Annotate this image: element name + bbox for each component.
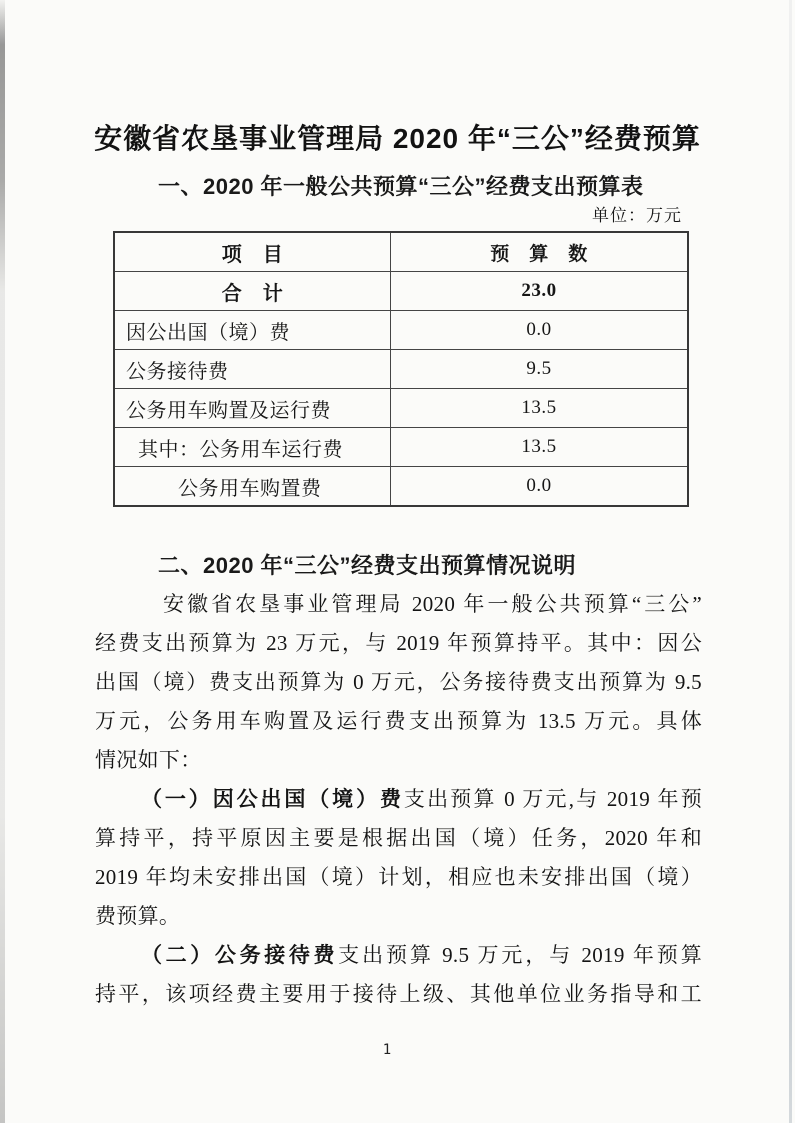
table-cell-label: 因公出国（境）费 — [115, 311, 391, 349]
table-cell-label: 公务接待费 — [115, 350, 391, 388]
body-line: 算持平，持平原因主要是根据出国（境）任务，2020 年和 — [95, 826, 702, 850]
para3-line-rest: 支出预算 9.5 万元，与 2019 年预算 — [338, 943, 702, 967]
body-line: 费预算。 — [95, 904, 181, 928]
body-line: 经费支出预算为 23 万元，与 2019 年预算持平。其中：因公 — [95, 631, 702, 655]
body-line: 情况如下： — [95, 748, 202, 772]
para2-line-rest: 支出预算 0 万元,与 2019 年预 — [403, 787, 702, 811]
body-line — [95, 936, 702, 975]
table-cell-value: 13.5 — [521, 436, 557, 457]
table-cell-label: 其中：公务用车运行费 — [115, 428, 391, 466]
table-cell-label: 公务用车购置及运行费 — [115, 389, 391, 427]
table-header-row — [115, 233, 687, 271]
body-line — [95, 780, 702, 819]
para3-bold-lead: （二）公务接待费 — [141, 943, 339, 967]
scan-edge-left — [0, 0, 5, 1123]
body-line: 出国（境）费支出预算为 0 万元，公务接待费支出预算为 9.5 — [95, 670, 702, 694]
body-line: 万元，公务用车购置及运行费支出预算为 13.5 万元。具体 — [95, 709, 702, 733]
document-title: 安徽省农垦事业管理局 2020 年“三公”经费预算 — [94, 122, 701, 154]
body-line: 持平，该项经费主要用于接待上级、其他单位业务指导和工 — [95, 982, 702, 1006]
table-cell-label: 合 计 — [115, 272, 391, 310]
table-row-reception-fee — [115, 349, 687, 388]
page-number: 1 — [382, 1042, 392, 1058]
table-row-total — [115, 271, 687, 310]
table-header-item: 项 目 — [115, 233, 391, 271]
section2-heading: 二、2020 年“三公”经费支出预算情况说明 — [158, 553, 577, 578]
table-cell-value: 0.0 — [526, 319, 552, 340]
table-cell-value: 23.0 — [521, 280, 557, 301]
table-cell-value: 9.5 — [526, 358, 552, 379]
unit-label: 单位：万元 — [592, 206, 682, 225]
table-row-vehicle-total — [115, 388, 687, 427]
table-cell-value: 0.0 — [526, 475, 552, 496]
scan-edge-right — [789, 0, 792, 1123]
table-cell-label: 公务用车购置费 — [115, 467, 391, 505]
section1-heading: 一、2020 年一般公共预算“三公”经费支出预算表 — [158, 174, 644, 199]
body-line: 安徽省农垦事业管理局 2020 年一般公共预算“三公” — [163, 592, 702, 616]
body-line: 2019 年均未安排出国（境）计划，相应也未安排出国（境） — [95, 865, 702, 889]
body-text — [95, 585, 702, 1014]
table-row-vehicle-operation — [115, 427, 687, 466]
table-cell-value: 13.5 — [521, 397, 557, 418]
table-row-vehicle-purchase — [115, 466, 687, 505]
para2-bold-lead: （一）因公出国（境）费 — [141, 787, 404, 811]
table-header-budget: 预 算 数 — [490, 243, 588, 265]
table-row-abroad-fee — [115, 310, 687, 349]
budget-table — [113, 231, 689, 507]
